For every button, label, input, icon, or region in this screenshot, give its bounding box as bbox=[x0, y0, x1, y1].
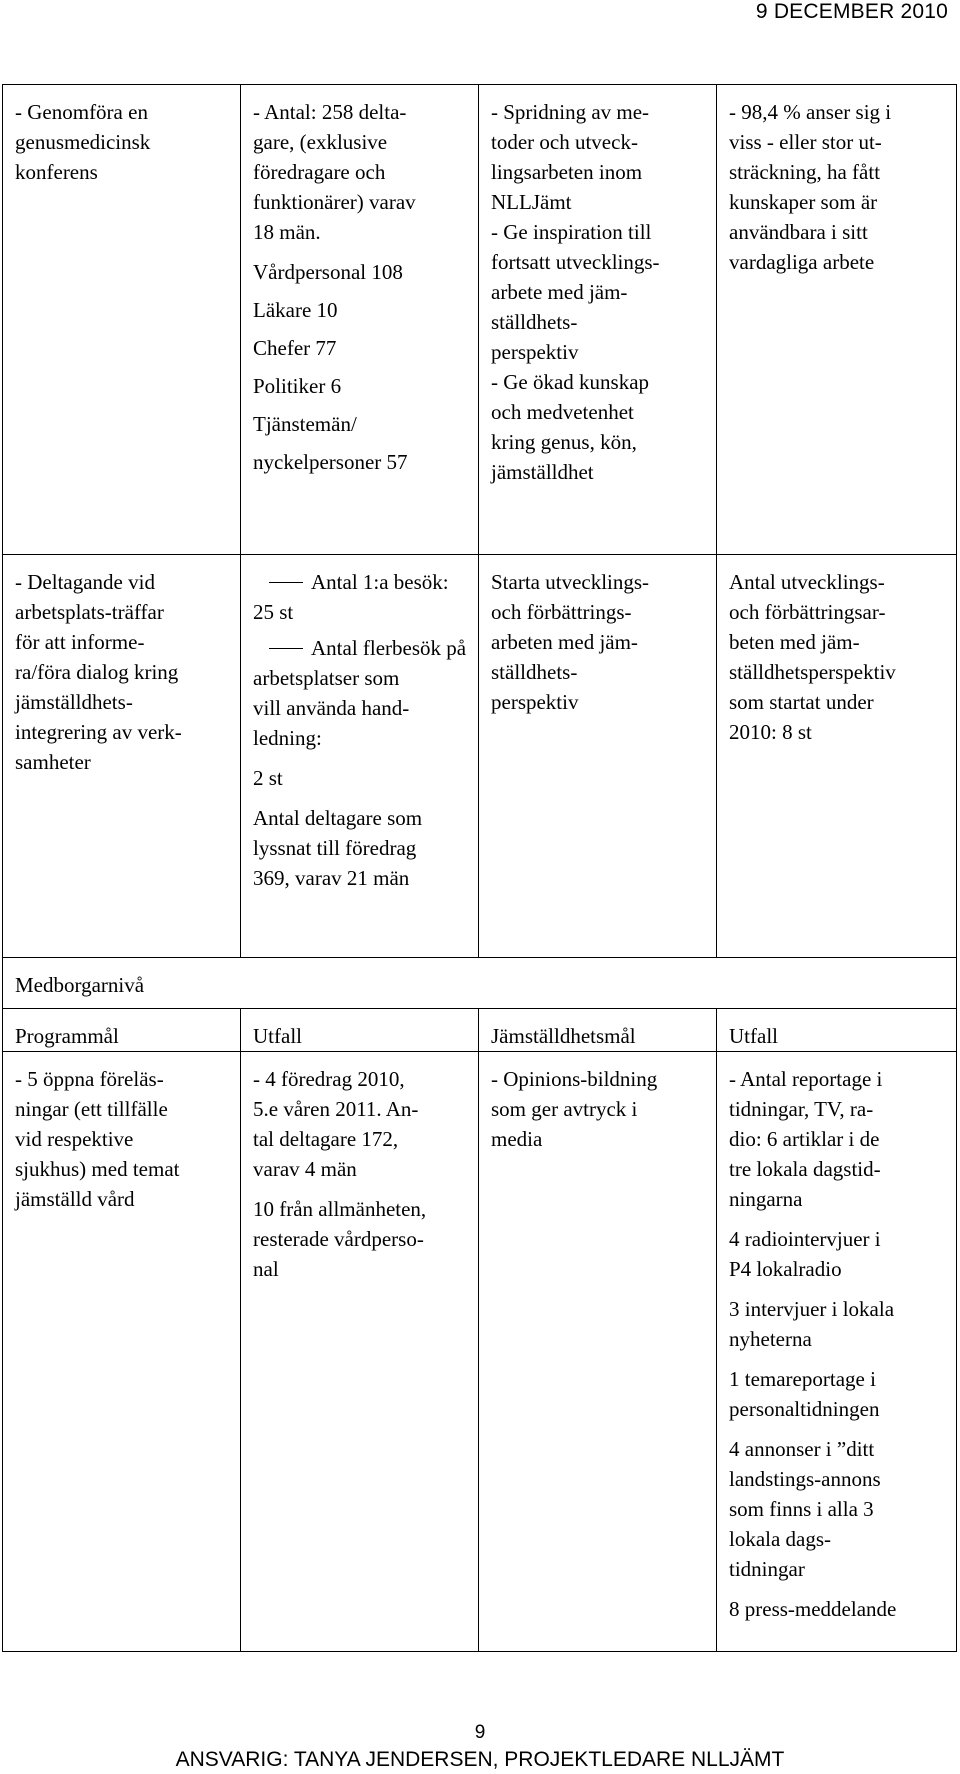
cell-line: perspektiv bbox=[491, 690, 579, 714]
cell-line: och förbättringsar- bbox=[729, 600, 886, 624]
cell-line: tidningar, TV, ra- bbox=[729, 1097, 874, 1121]
column-header-text: Utfall bbox=[729, 1024, 778, 1048]
section-title-text: Medborgarnivå bbox=[15, 973, 145, 997]
table-cell bbox=[479, 1052, 717, 1652]
column-header-text: Utfall bbox=[253, 1024, 302, 1048]
cell-line: - Opinions-bildning bbox=[491, 1067, 658, 1091]
cell-line: som finns i alla 3 bbox=[729, 1497, 874, 1521]
cell-line: tre lokala dagstid- bbox=[729, 1157, 881, 1181]
cell-line: sjukhus) med temat bbox=[15, 1157, 180, 1181]
cell-line: ra/föra dialog kring bbox=[15, 660, 179, 684]
cell-line: - Ge inspiration till bbox=[491, 220, 652, 244]
cell-line: 2 st bbox=[253, 766, 283, 790]
cell-line: vid respektive bbox=[15, 1127, 134, 1151]
section-title bbox=[3, 958, 957, 1009]
cell-line: Antal deltagare som bbox=[253, 806, 423, 830]
cell-line: och medvetenhet bbox=[491, 400, 634, 424]
table-cell bbox=[479, 555, 717, 958]
cell-line: Starta utvecklings- bbox=[491, 570, 650, 594]
cell-line: arbeten med jäm- bbox=[491, 630, 638, 654]
cell-line: 4 radiointervjuer i bbox=[729, 1227, 881, 1251]
table-cell bbox=[3, 85, 241, 555]
cell-line: och förbättrings- bbox=[491, 600, 632, 624]
cell-line: ställdhets- bbox=[491, 310, 578, 334]
table-row bbox=[3, 85, 957, 555]
cell-line: ställdhets- bbox=[491, 660, 578, 684]
cell-line: kring genus, kön, bbox=[491, 430, 637, 454]
cell-line: Tjänstemän/ bbox=[253, 412, 357, 436]
cell-line: användbara i sitt bbox=[729, 220, 868, 244]
cell-line: 369, varav 21 män bbox=[253, 866, 410, 890]
cell-line bbox=[253, 567, 466, 597]
cell-line: integrering av verk- bbox=[15, 720, 182, 744]
column-header bbox=[717, 1009, 957, 1052]
column-header bbox=[479, 1009, 717, 1052]
cell-line: landstings-annons bbox=[729, 1467, 881, 1491]
cell-line: beten med jäm- bbox=[729, 630, 860, 654]
cell-line: nyheterna bbox=[729, 1327, 812, 1351]
section-row bbox=[3, 958, 957, 1009]
cell-line: viss - eller stor ut- bbox=[729, 130, 882, 154]
cell-line: - 4 föredrag 2010, bbox=[253, 1067, 405, 1091]
cell-line: jämställd vård bbox=[15, 1187, 135, 1211]
cell-text: Antal flerbesök på bbox=[311, 636, 467, 660]
cell-line: kunskaper som är bbox=[729, 190, 878, 214]
cell-line: - Antal reportage i bbox=[729, 1067, 883, 1091]
cell-line: sträckning, ha fått bbox=[729, 160, 881, 184]
cell-line: resterade vårdperso- bbox=[253, 1227, 424, 1251]
column-header bbox=[3, 1009, 241, 1052]
cell-line: - Spridning av me- bbox=[491, 100, 650, 124]
cell-line: 25 st bbox=[253, 600, 294, 624]
table-cell bbox=[717, 1052, 957, 1652]
cell-line: jämställdhet bbox=[491, 460, 594, 484]
column-header-text: Jämställdhetsmål bbox=[491, 1024, 636, 1048]
cell-line: konferens bbox=[15, 160, 98, 184]
dash-mark bbox=[269, 582, 303, 583]
cell-line: - 5 öppna föreläs- bbox=[15, 1067, 164, 1091]
cell-line: - Deltagande vid bbox=[15, 570, 155, 594]
cell-line: fortsatt utvecklings- bbox=[491, 250, 660, 274]
cell-line: perspektiv bbox=[491, 340, 579, 364]
cell-line: nyckelpersoner 57 bbox=[253, 450, 408, 474]
table-cell bbox=[3, 555, 241, 958]
results-table bbox=[2, 84, 957, 1652]
cell-line: genusmedicinsk bbox=[15, 130, 151, 154]
column-header-text: Programmål bbox=[15, 1024, 119, 1048]
cell-line: som ger avtryck i bbox=[491, 1097, 638, 1121]
cell-line: media bbox=[491, 1127, 543, 1151]
cell-line: Antal utvecklings- bbox=[729, 570, 885, 594]
cell-line: ställdhetsperspektiv bbox=[729, 660, 896, 684]
table-row bbox=[3, 555, 957, 958]
cell-line: samheter bbox=[15, 750, 91, 774]
cell-line: lyssnat till föredrag bbox=[253, 836, 417, 860]
cell-line: arbetsplatser som bbox=[253, 666, 400, 690]
header-date: 9 DECEMBER 2010 bbox=[755, 0, 948, 23]
table-cell bbox=[3, 1052, 241, 1652]
cell-line: vardagliga arbete bbox=[729, 250, 875, 274]
cell-line: Läkare 10 bbox=[253, 298, 338, 322]
cell-line: arbete med jäm- bbox=[491, 280, 628, 304]
table-cell bbox=[717, 555, 957, 958]
page-number: 9 bbox=[474, 1722, 486, 1743]
table-row bbox=[3, 1052, 957, 1652]
cell-line: varav 4 män bbox=[253, 1157, 357, 1181]
cell-line bbox=[253, 633, 466, 663]
cell-line: ledning: bbox=[253, 726, 322, 750]
cell-text: Antal 1:a besök: bbox=[311, 570, 449, 594]
cell-line: vill använda hand- bbox=[253, 696, 410, 720]
cell-line: 1 temareportage i bbox=[729, 1367, 876, 1391]
cell-line: 10 från allmänheten, bbox=[253, 1197, 427, 1221]
cell-line: 5.e våren 2011. An- bbox=[253, 1097, 419, 1121]
cell-line: föredragare och bbox=[253, 160, 386, 184]
column-header bbox=[241, 1009, 479, 1052]
cell-line: som startat under bbox=[729, 690, 874, 714]
cell-line: 4 annonser i ”ditt bbox=[729, 1437, 875, 1461]
table-cell bbox=[241, 1052, 479, 1652]
cell-line: funktionärer) varav bbox=[253, 190, 416, 214]
cell-line: tal deltagare 172, bbox=[253, 1127, 399, 1151]
cell-line: personaltidningen bbox=[729, 1397, 880, 1421]
footer-responsible: ANSVARIG: TANYA JENDERSEN, PROJEKTLEDARE NLLJÄMT bbox=[175, 1748, 785, 1771]
cell-line: - Antal: 258 delta- bbox=[253, 100, 407, 124]
cell-line: NLLJämt bbox=[491, 190, 572, 214]
table-cell bbox=[479, 85, 717, 555]
cell-line: 2010: 8 st bbox=[729, 720, 812, 744]
cell-line: Politiker 6 bbox=[253, 374, 342, 398]
cell-line: lokala dags- bbox=[729, 1527, 832, 1551]
cell-line: tidningar bbox=[729, 1557, 805, 1581]
cell-line: P4 lokalradio bbox=[729, 1257, 842, 1281]
cell-line: 18 män. bbox=[253, 220, 321, 244]
dash-mark bbox=[269, 648, 303, 649]
cell-line: jämställdhets- bbox=[15, 690, 133, 714]
cell-line: - Ge ökad kunskap bbox=[491, 370, 650, 394]
cell-line: för att informe- bbox=[15, 630, 145, 654]
cell-line: arbetsplats-träffar bbox=[15, 600, 164, 624]
cell-line: dio: 6 artiklar i de bbox=[729, 1127, 880, 1151]
column-header-row bbox=[3, 1009, 957, 1052]
cell-line: Vårdpersonal 108 bbox=[253, 260, 403, 284]
table-cell bbox=[241, 85, 479, 555]
cell-line: - 98,4 % anser sig i bbox=[729, 100, 892, 124]
cell-line: toder och utveck- bbox=[491, 130, 638, 154]
cell-line: Chefer 77 bbox=[253, 336, 337, 360]
cell-line: gare, (exklusive bbox=[253, 130, 388, 154]
table-cell bbox=[241, 555, 479, 958]
cell-line: 8 press-meddelande bbox=[729, 1597, 897, 1621]
cell-line: nal bbox=[253, 1257, 279, 1281]
cell-line: ningarna bbox=[729, 1187, 803, 1211]
cell-line: - Genomföra en bbox=[15, 100, 148, 124]
cell-line: 3 intervjuer i lokala bbox=[729, 1297, 895, 1321]
table-cell bbox=[717, 85, 957, 555]
cell-line: ningar (ett tillfälle bbox=[15, 1097, 168, 1121]
cell-line: lingsarbeten inom bbox=[491, 160, 643, 184]
